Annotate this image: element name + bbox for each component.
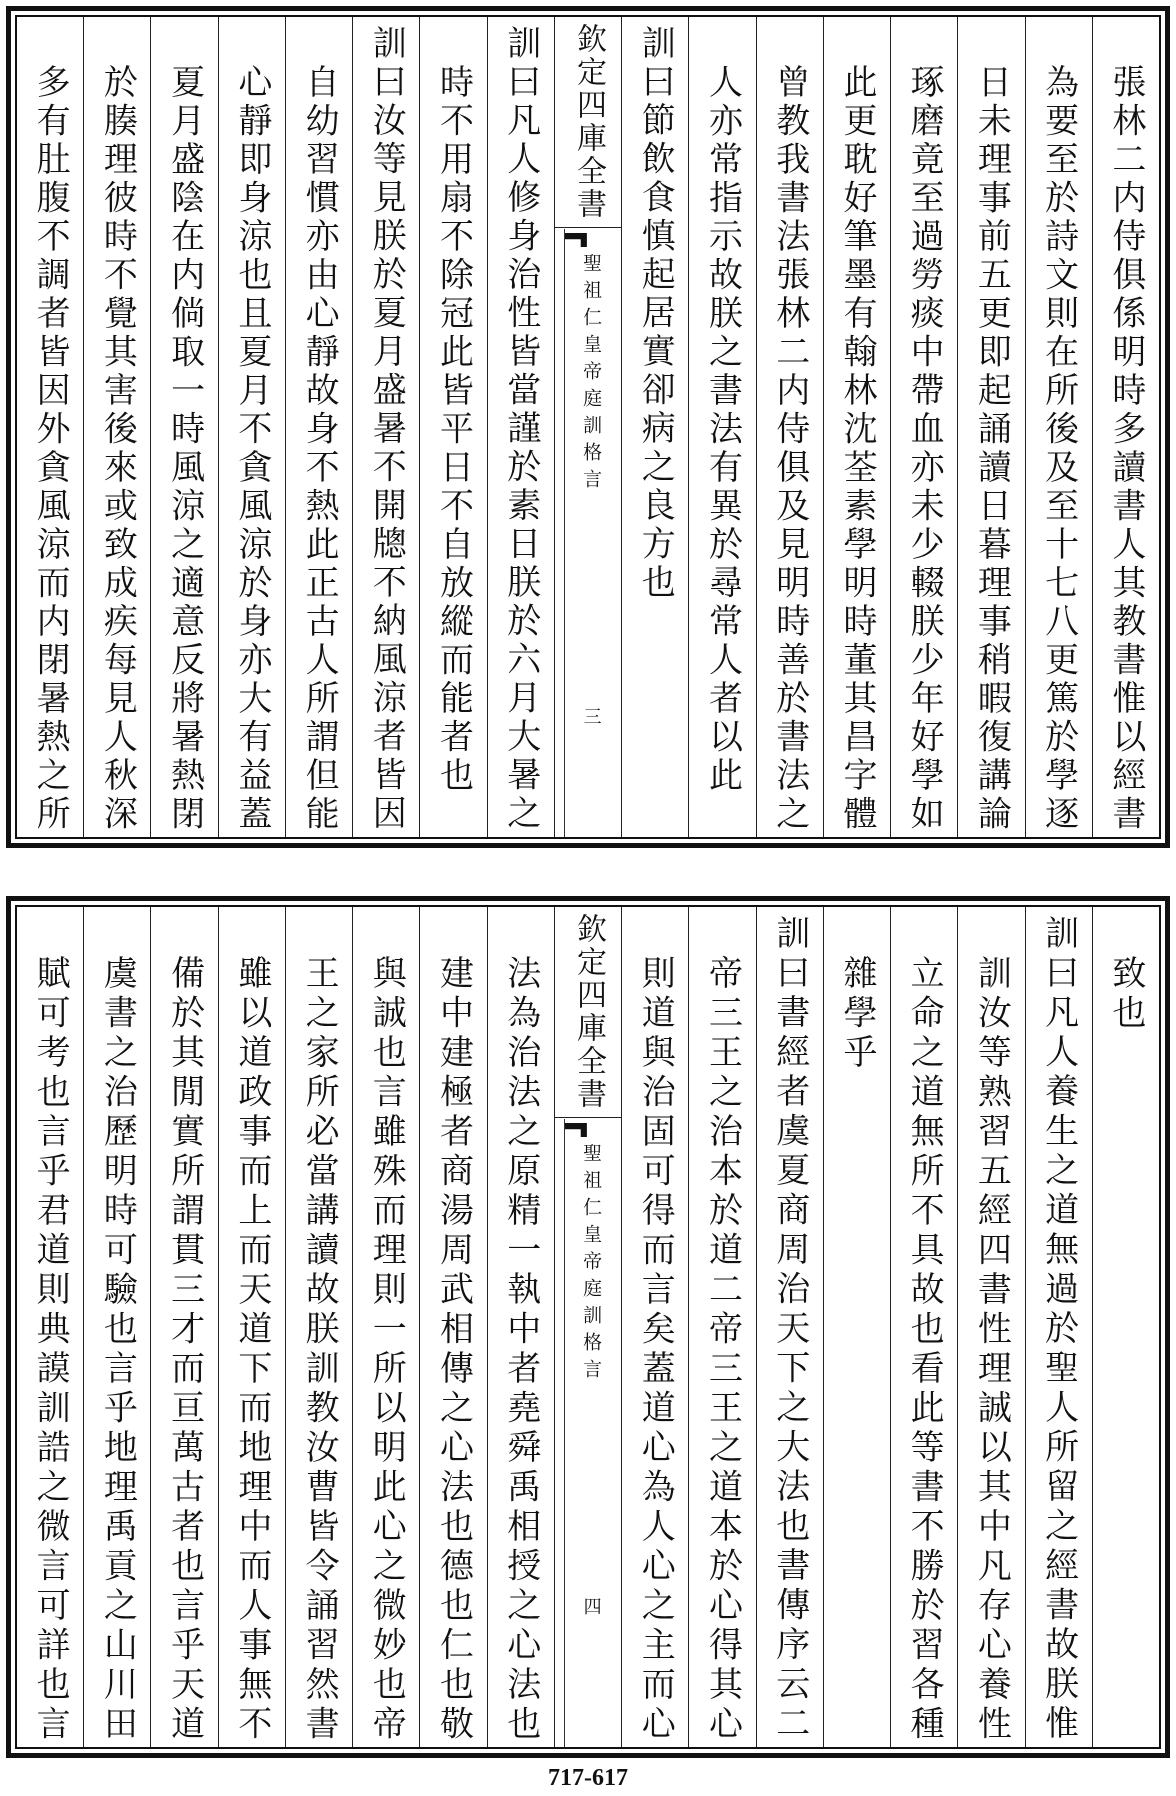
banner-page-number: 三 [580, 707, 602, 725]
page-body-upper [15, 15, 1161, 839]
banner-channel-rule [564, 1119, 565, 1747]
column-text: 日未理事前五更即起誦讀日暮理事稍暇復講論 [971, 63, 1012, 834]
column-text: 雜學乎 [836, 954, 877, 1073]
text-column [756, 17, 823, 837]
text-column [823, 17, 890, 837]
text-column [150, 17, 217, 837]
text-column [218, 907, 285, 1747]
column-text: 自幼習慣亦由心靜故身不熱此正古人所謂但能 [299, 63, 340, 834]
text-column [1025, 17, 1092, 837]
text-column [419, 17, 486, 837]
banner-page-number: 四 [580, 1597, 602, 1615]
fish-tail-mark [565, 1123, 587, 1137]
column-text: 則道與治固可得而言矣蓋道心為人心之主而心 [635, 954, 676, 1745]
text-column [688, 907, 755, 1747]
text-column [1092, 907, 1159, 1747]
text-column [621, 17, 688, 837]
column-text: 虞書之治歷明時可驗也言乎地理禹貢之山川田 [97, 954, 138, 1745]
text-column [17, 907, 83, 1747]
text-column [621, 907, 688, 1747]
text-column [823, 907, 890, 1747]
text-column [487, 17, 554, 837]
text-column [83, 17, 150, 837]
column-text: 訓汝等熟習五經四書性理誠以其中凡存心養性 [971, 954, 1012, 1745]
text-column [487, 907, 554, 1747]
column-text: 法為治法之原精一執中者堯舜禹相授之心法也 [500, 954, 541, 1745]
column-text: 訓曰凡人養生之道無過於聖人所留之經書故朕惟 [1038, 915, 1079, 1745]
banner-book-title: 聖祖仁皇帝庭訓格言 [580, 1143, 603, 1386]
text-column [957, 17, 1024, 837]
page-banner [554, 907, 621, 1747]
column-text: 人亦常指示故朕之書法有異於尋常人者以此 [702, 63, 743, 795]
text-column [285, 17, 352, 837]
text-column [688, 17, 755, 837]
column-text: 帝三王之治本於道二帝三王之道本於心得其心 [702, 954, 743, 1745]
column-text: 多有肚腹不調者皆因外貪風涼而内閉暑熱之所 [30, 63, 71, 834]
text-column [1092, 17, 1159, 837]
column-text: 立命之道無所不具故也看此等書不勝於習各種 [904, 954, 945, 1745]
column-text: 此更耽好筆墨有翰林沈荃素學明時董其昌字體 [836, 63, 877, 834]
page-frame-lower [6, 896, 1170, 1758]
column-text: 於腠理彼時不覺其害後來或致成疾每見人秋深 [97, 63, 138, 834]
text-column [890, 17, 957, 837]
text-column [756, 907, 823, 1747]
text-column [957, 907, 1024, 1747]
text-column [1025, 907, 1092, 1747]
column-text: 時不用扇不除冠此皆平日不自放縱而能者也 [433, 63, 474, 795]
column-text: 張林二内侍俱係明時多讀書人其教書惟以經書 [1105, 63, 1146, 834]
page-frame-upper [6, 6, 1170, 848]
column-text: 與誠也言雖殊而理則一所以明此心之微妙也帝 [366, 954, 407, 1745]
banner-series-box [555, 907, 621, 1118]
column-text: 建中建極者商湯周武相傳之心法也德也仁也敬 [433, 954, 474, 1745]
column-text: 夏月盛陰在内倘取一時風涼之適意反將暑熱閉 [164, 63, 205, 834]
page-banner [554, 17, 621, 837]
column-text: 琢磨竟至過勞痰中帶血亦未少輟朕少年好學如 [904, 63, 945, 834]
column-text: 訓曰汝等見朕於夏月盛暑不開牕不納風涼者皆因 [366, 25, 407, 834]
column-text: 備於其閒實所謂貫三才而亘萬古者也言乎天道 [164, 954, 205, 1745]
column-text: 賦可考也言乎君道則典謨訓誥之微言可詳也言 [30, 954, 71, 1745]
column-text: 訓曰書經者虞夏商周治天下之大法也書傳序云二 [769, 915, 810, 1745]
column-text: 為要至於詩文則在所後及至十七八更篤於學逐 [1038, 63, 1079, 834]
column-text: 雖以道政事而上而天道下而地理中而人事無不 [231, 954, 272, 1745]
column-text: 曾教我書法張林二内侍俱及見明時善於書法之 [769, 63, 810, 834]
text-column [285, 907, 352, 1747]
column-text: 心靜即身涼也且夏月不貪風涼於身亦大有益蓋 [231, 63, 272, 834]
column-text: 訓曰節飲食慎起居實卻病之良方也 [635, 25, 676, 603]
banner-book-title: 聖祖仁皇帝庭訓格言 [580, 253, 603, 496]
banner-series-title: 欽定四庫全書 [571, 913, 606, 1111]
text-column [17, 17, 83, 837]
banner-channel-rule [564, 229, 565, 837]
column-text: 訓曰凡人修身治性皆當謹於素日朕於六月大暑之 [500, 25, 541, 834]
fish-tail-mark [565, 233, 587, 247]
page-body-lower [15, 905, 1161, 1749]
text-column [352, 907, 419, 1747]
banner-series-box [555, 17, 621, 228]
banner-series-title: 欽定四庫全書 [571, 23, 606, 221]
volume-page-code: 717-617 [548, 1765, 628, 1791]
column-text: 王之家所必當講讀故朕訓教汝曹皆令誦習然書 [299, 954, 340, 1745]
text-column [83, 907, 150, 1747]
text-column [352, 17, 419, 837]
text-column [218, 17, 285, 837]
text-column [419, 907, 486, 1747]
text-column [890, 907, 957, 1747]
text-column [150, 907, 217, 1747]
column-text: 致也 [1105, 954, 1146, 1034]
